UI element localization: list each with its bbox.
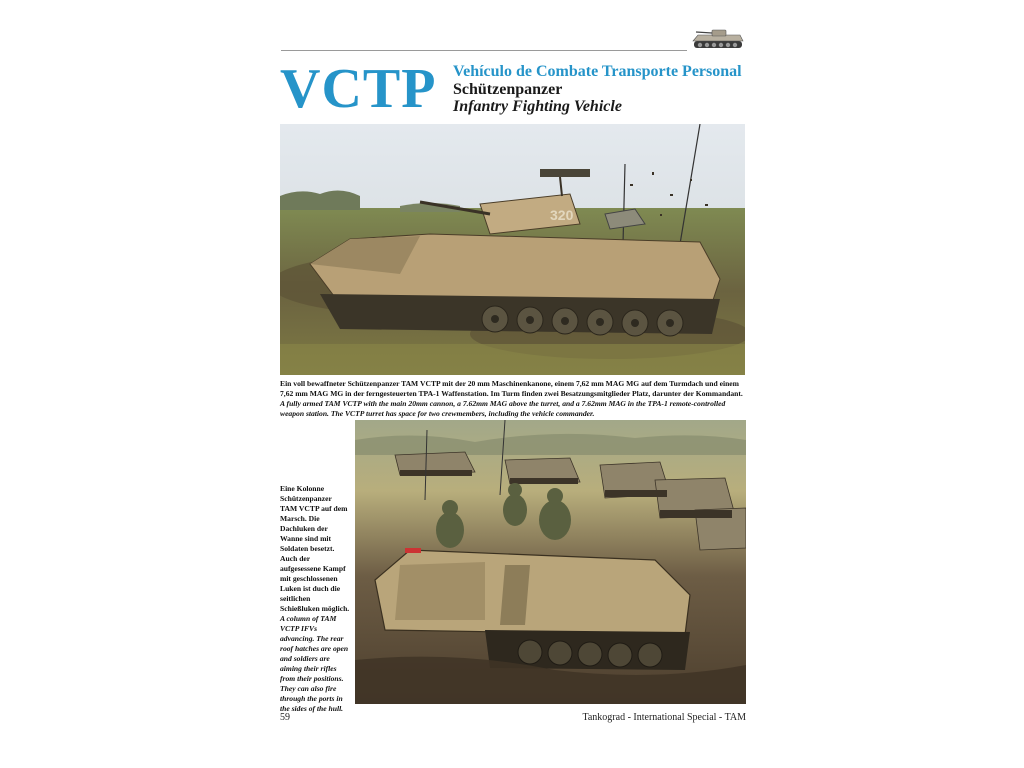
tank-icon	[690, 25, 746, 53]
ifv-photo-single	[280, 124, 745, 375]
subtitle-german: Schützenpanzer	[453, 81, 563, 98]
caption-photo-column-english: A column of TAM VCTP IFVs advancing. The rear roof hatches are open and soldiers are aiming their rifles from their positions. They can also fire through the ports in the sides of the hull.	[280, 614, 349, 713]
subtitle-english: Infantry Fighting Vehicle	[453, 98, 622, 115]
turret-number: 320	[550, 207, 574, 223]
page-number: 59	[280, 712, 290, 723]
caption-photo-single-english: A fully armed TAM VCTP with the main 20mm cannon, a 7.62mm MAG above the turret, and a 7.62mm MAG in the TPA-1 remote-controlled weapon station. The VCTP turret has space for two crewmembers, including the vehicle commander.	[280, 399, 726, 418]
caption-photo-column-german: Eine Kolonne Schützenpanzer TAM VCTP auf dem Marsch. Die Dachluken der Wanne sind mit Soldaten besetzt. Auch der aufgesessene Kampf mit geschlossenen Luken ist duch die seitlichen Schießluken möglich.	[280, 484, 350, 613]
subtitle-spanish: Vehículo de Combate Transporte Personal	[453, 63, 742, 80]
ifv-photo-column	[355, 420, 746, 704]
publication-footer: Tankograd - International Special - TAM	[582, 712, 746, 723]
page-title: VCTP	[280, 58, 437, 120]
caption-photo-single-german: Ein voll bewaffneter Schützenpanzer TAM VCTP mit der 20 mm Maschinenkanone, einem 7,62 mm MAG MG auf dem Turmdach und einem 7,62 mm MAG MG in der ferngesteuerten TPA-1 Waffenstation. Im Turm finden zwei Besatzungsmitglieder Platz, darunter der Kommandant.	[280, 379, 743, 398]
caption-photo-single	[280, 379, 746, 419]
header-rule	[281, 50, 687, 51]
caption-photo-column	[280, 484, 350, 714]
